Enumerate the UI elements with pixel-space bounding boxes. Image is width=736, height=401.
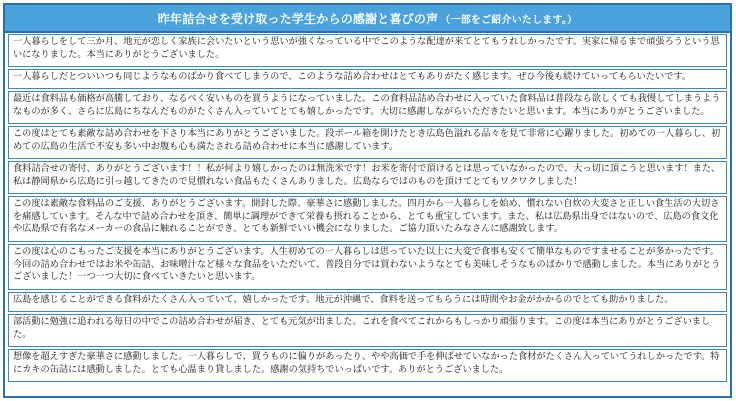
message-item-1: 一人暮らしをして三か月、地元が恋しく家族に会いたいという思いが強くなっている中でこのような配達が来てとてもうれしかったです。実家に帰るまで頑張ろうという思いになりました。本当にありがとうございました。 bbox=[8, 34, 727, 67]
message-item-8: 広島を感じることができる食料がたくさん入っていて、嬉しかったです。地元が沖縄で、食料を送ってもらうには時間やお金がかかるのでとても助かりました。 bbox=[8, 292, 727, 312]
message-item-3: 最近は食料品も価格が高騰しており、なるべく安いものを買うようになっていました。この食料品詰め合わせに入っていた食料品は普段なら欲しくても我慢してしまうようなものが多く、さらに広島にちなんだものがたくさん入っていてとても嬉しかったです。大切に感謝しながらいただきたいと思います。本当にありがとうございました。 bbox=[8, 91, 727, 124]
message-item-2: 一人暮らしだとついいつも同じようなものばかり食べてしまうので、このような詰め合わせはとてもありがたく感じます。ぜひ今後も続けていってもらいたいです。 bbox=[8, 69, 727, 89]
testimonial-panel bbox=[3, 3, 732, 398]
message-item-10: 想像を超えすぎた豪華さに感動しました。一人暮らしで、買うものに偏りがあったり、やや高価で手を伸ばせていなかった食材がたくさん入っていてうれしかったです。特にカキの缶詰には感動しました。とても心温まり貸しました。感謝の気持ちでいっぱいです。ありがとうございました。 bbox=[8, 349, 727, 382]
message-list bbox=[5, 33, 730, 396]
message-item-9: 部活動に勉強に追われる毎日の中でこの詰め合わせが届き、とても元気が出ました。これを食べてこれからもしっかり頑張ります。この度は本当にありがとうございました。 bbox=[8, 314, 727, 347]
title-text: 昨年詰合せを受け取った学生からの感謝と喜びの声 bbox=[157, 11, 439, 26]
message-item-7: この度は心のこもったご支援を本当にありがとうございます。人生初めての一人暮らしは思っていた以上に大変で食事も安くて簡単なものですませることが多かったです。今回の詰め合わせではお米や缶詰、お味噌汁など様々な食品をいただいて、普段自分では買わないようなとても美味しそうなものばかりで感動しました。本当にありがとうございました！一つ一つ大切に食べていきたいと思います。 bbox=[8, 244, 727, 290]
message-item-6: この度は素敵な食料品のご支援、ありがとうございます。開封した際、豪華さに感動しました。四月から一人暮らしを始め、慣れない自炊の大変さと正しい食生活の大切さを痛感しています。そんな中で詰め合わせを頂き、簡単に調理ができて栄養も摂れることから、とても重宝しています。また、私は広島県出身ではないので、広島の食文化や広島県で有名なメーカーの食品に触れることができ、とても新鮮でいい機会になりました。ご協力頂いたみなさんに感謝致します。 bbox=[8, 196, 727, 242]
page-title bbox=[5, 5, 730, 33]
message-item-5: 食料詰合せの寄付、ありがとうございます！！私が何より嬉しかったのは無洗米です！お米を寄付で頂けるとは思っていなかったので、大っ切に頂こうと思います！また、私は静岡県から広島に引っ越してきたので見慣れない食品もたくさんありました。広島ならではのものを頂けてとてもワクワクしました！ bbox=[8, 161, 727, 194]
message-item-4: この度はとても素敵な詰め合わせを下さり本当にありがとうございました。段ボール箱を開けたとき広島色溢れる品々を見て非常に心躍りました。初めての一人暮らし、初めての広島の生活で不安も多い中お腹も心も満たされる詰め合わせに本当に感謝しています。 bbox=[8, 126, 727, 159]
title-subtitle: （一部をご紹介いたします。） bbox=[440, 14, 578, 26]
